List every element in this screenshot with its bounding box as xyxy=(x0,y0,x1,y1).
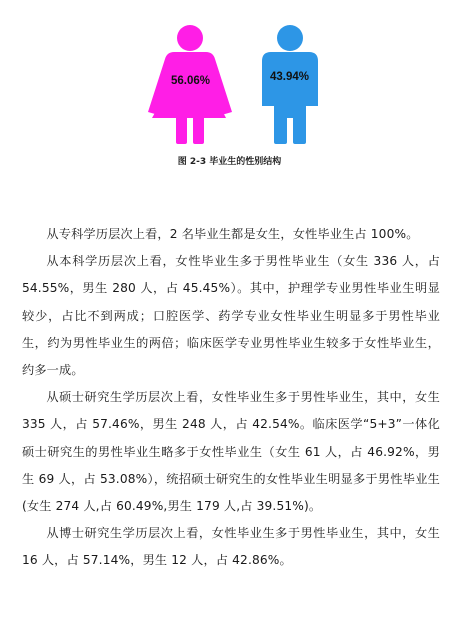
male-percentage: 43.94% xyxy=(270,71,310,83)
body-text xyxy=(22,221,440,575)
gender-figure-graphic xyxy=(0,0,459,175)
gender-structure-figure xyxy=(0,0,459,175)
paragraph-master: 从硕士研究生学历层次上看，女性毕业生多于男性毕业生，其中，女生 335 人，占 57.46%，男生 248 人，占 42.54%。临床医学“5+3”一体化硕士研究生的男性毕业生略多于女性毕业生（女生 61 人，占 46.92%，男生 69 人，占 53.08%），统招硕士研究生的女性毕业生明显多于男性毕业生(女生 274 人,占 60.49%,男生 179 人,占 39.51%)。 xyxy=(22,390,440,514)
male-icon xyxy=(262,25,318,144)
paragraph-junior-college: 从专科学历层次上看，2 名毕业生都是女生，女性毕业生占 100%。 xyxy=(46,227,419,241)
figure-caption: 图 2-3 毕业生的性别结构 xyxy=(177,157,282,167)
female-percentage: 56.06% xyxy=(171,75,211,87)
paragraph-doctoral: 从博士研究生学历层次上看，女性毕业生多于男性毕业生，其中，女生 16 人，占 57.14%，男生 12 人，占 42.86%。 xyxy=(22,526,440,568)
paragraph-undergraduate: 从本科学历层次上看，女性毕业生多于男性毕业生（女生 336 人，占 54.55%，男生 280 人，占 45.45%）。其中，护理学专业男性毕业生明显较少，占比不到两成；口腔医学、药学专业女性毕业生明显多于男性毕业生，约为男性毕业生的两倍；临床医学专业男性毕业生较多于女性毕业生，约多一成。 xyxy=(22,254,440,378)
